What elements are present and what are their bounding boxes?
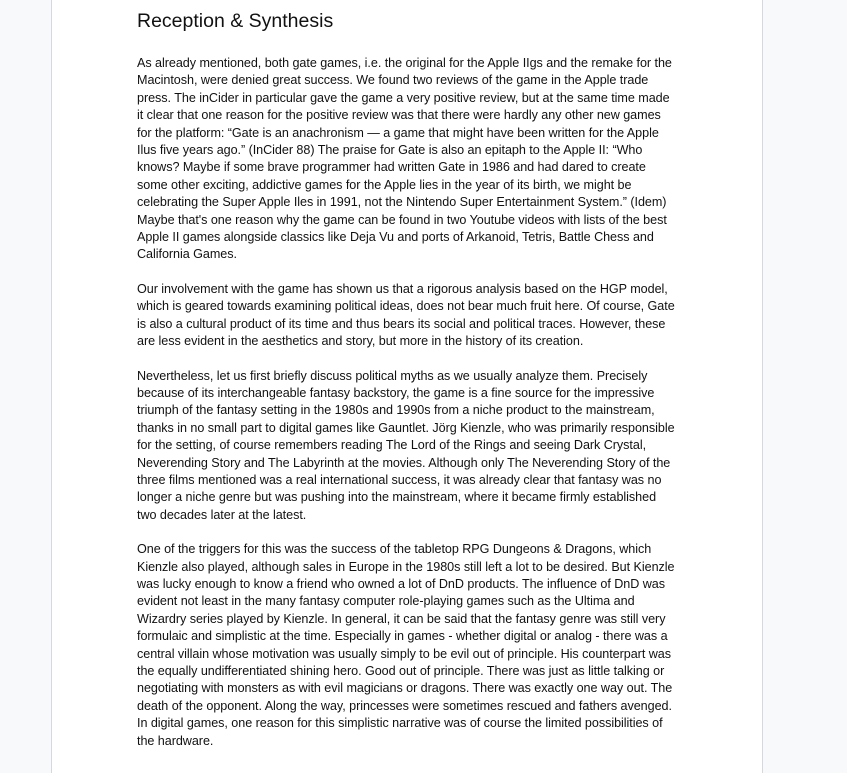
paragraph: One of the triggers for this was the success of the tabletop RPG Dungeons & Dragons, which Kienzle also played, although sales in Europe in the 1980s still left a lot to be desired. But Kienzle was lucky enough to know a friend who owned a lot of DnD products. The influence of DnD was evident not least in the many fantasy computer role-playing games such as the Ultima and Wizardry series played by Kienzle. In general, it can be said that the fantasy genre was still very formulaic and simplistic at the time. Especially in games - whether digital or analog - there was a central villain whose motivation was usually simply to be evil out of principle. His counterpart was the equally undifferentiated shining hero. Good out of principle. There was just as little talking or negotiating with monsters as with evil magicians or dragons. There was exactly one way out. The death of the opponent. Along the way, princesses were sometimes rescued and fathers avenged. In digital games, one reason for this simplistic narrative was of course the limited possibilities of the hardware. bbox=[137, 542, 675, 748]
section-heading: Reception & Synthesis bbox=[137, 10, 334, 32]
paragraph: Our involvement with the game has shown us that a rigorous analysis based on the HGP model, which is geared towards examining political ideas, does not bear much fruit here. Of course, Gate is also a cultural product of its time and thus bears its social and political traces. However, these are less evident in the aesthetics and story, but more in the history of its creation. bbox=[137, 281, 675, 349]
paragraph: Nevertheless, let us first briefly discuss political myths as we usually analyze them. Precisely because of its interchangeable fantasy backstory, the game is a fine source for the impressive triumph of the fantasy setting in the 1980s and 1990s from a niche product to the mainstream, thanks in no small part to digital games like Gauntlet. Jörg Kienzle, who was primarily responsible for the setting, of course remembers reading The Lord of the Rings and seeing Dark Crystal, Neverending Story and The Labyrinth at the movies. Although only The Neverending Story of the three films mentioned was a real international success, it was already clear that fantasy was no longer a niche genre but was pushing into the mainstream, where it became firmly established two decades later at the latest. bbox=[137, 368, 675, 522]
document-body bbox=[137, 0, 677, 750]
document-page bbox=[51, 0, 763, 773]
paragraph: As already mentioned, both gate games, i.e. the original for the Apple IIgs and the remake for the Macintosh, were denied great success. We found two reviews of the game in the Apple trade press. The inCider in particular gave the game a very positive review, but at the same time made it clear that one reason for the positive review was that there were hardly any other new games for the platform: “Gate is an anachronism — a game that might have been written for the Apple Ilus five years ago.” (InCider 88) The praise for Gate is also an epitaph to the Apple II: “Who knows? Maybe if some brave programmer had written Gate in 1986 and had dared to create some other exciting, addictive games for the Apple lies in the year of its birth, we might be celebrating the Super Apple Iles in 1991, not the Nintendo Super Entertainment System.” (Idem) Maybe that's one reason why the game can be found in two Youtube videos with lists of the best Apple II games alongside classics like Deja Vu and ports of Arkanoid, Tetris, Battle Chess and California Games. bbox=[137, 56, 672, 262]
